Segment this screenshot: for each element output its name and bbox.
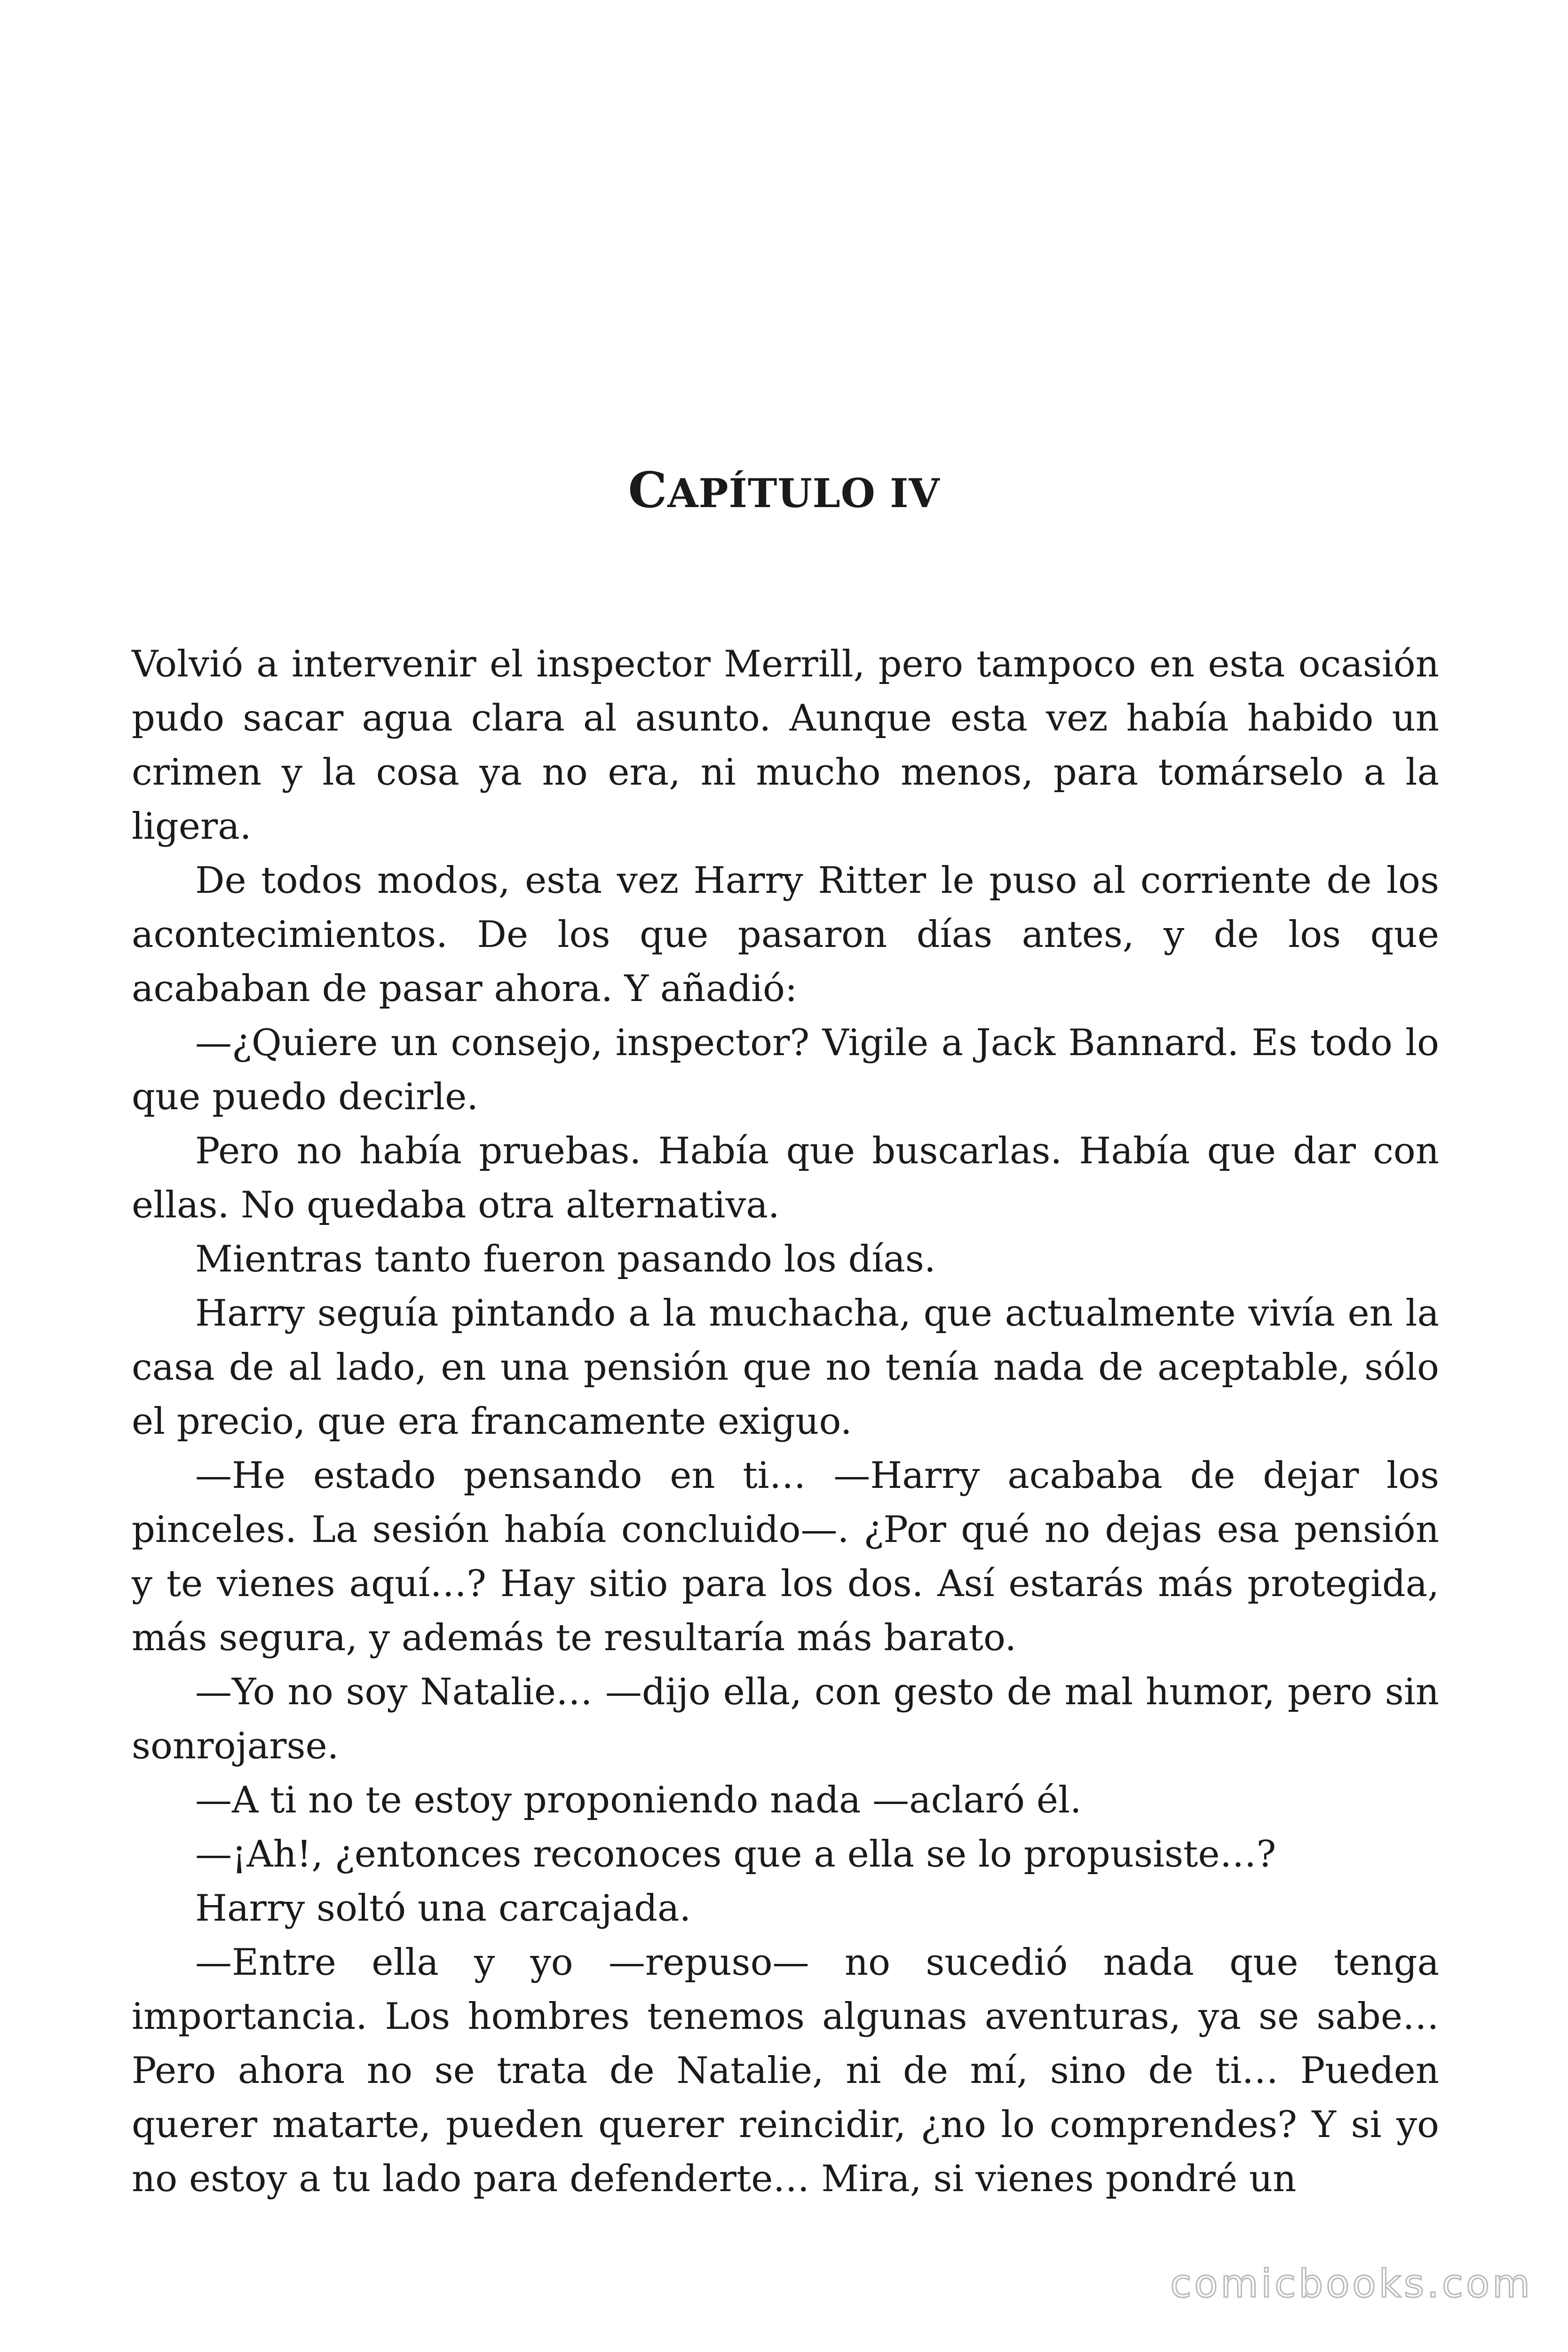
paragraph: —Entre ella y yo —repuso— no sucedió nada que tenga importancia. Los hombres tenemos algunas aventuras, ya se sabe… Pero ahora no se trata de Natalie, ni de mí, sino de ti… Pueden querer matarte, pueden querer reincidir, ¿no lo comprendes? Y si yo no estoy a tu lado para defenderte… Mira, si vienes pondré un <box>132 1941 1439 2200</box>
paragraph: Pero no había pruebas. Había que buscarlas. Había que dar con ellas. No quedaba otra alternativa. <box>132 1130 1439 1226</box>
paragraph: Volvió a intervenir el inspector Merrill, pero tampoco en esta ocasión pudo sacar agua clara al asunto. Aunque esta vez había habido un crimen y la cosa ya no era, ni mucho menos, para tomárselo a la ligera. <box>132 643 1439 848</box>
paragraph: De todos modos, esta vez Harry Ritter le puso al corriente de los acontecimientos. De los que pasaron días antes, y de los que acababan de pasar ahora. Y añadió: <box>132 859 1439 1010</box>
paragraph: —Yo no soy Natalie… —dijo ella, con gesto de mal humor, pero sin sonrojarse. <box>132 1671 1439 1767</box>
chapter-title <box>0 461 1568 519</box>
chapter-title-rest: APÍTULO IV <box>667 470 940 516</box>
paragraph: Harry seguía pintando a la muchacha, que actualmente vivía en la casa de al lado, en una pensión que no tenía nada de aceptable, sólo el precio, que era francamente exiguo. <box>132 1292 1439 1443</box>
chapter-body <box>132 637 1439 2206</box>
paragraph: Harry soltó una carcajada. <box>195 1887 691 1930</box>
paragraph: —¡Ah!, ¿entonces reconoces que a ella se lo propusiste…? <box>195 1833 1276 1875</box>
paragraph: Mientras tanto fueron pasando los días. <box>195 1238 936 1280</box>
chapter-title-initial: C <box>628 461 668 519</box>
paragraph: —A ti no te estoy proponiendo nada —aclaró él. <box>195 1779 1082 1821</box>
watermark: comicbooks.com <box>1170 2262 1533 2306</box>
paragraph: —He estado pensando en ti… —Harry acababa de dejar los pinceles. La sesión había concluido—. ¿Por qué no dejas esa pensión y te vienes aquí…? Hay sitio para los dos. Así estarás más protegida, más segura, y además te resultaría más barato. <box>132 1454 1439 1659</box>
paragraph: —¿Quiere un consejo, inspector? Vigile a Jack Bannard. Es todo lo que puedo decirle. <box>132 1022 1439 1118</box>
